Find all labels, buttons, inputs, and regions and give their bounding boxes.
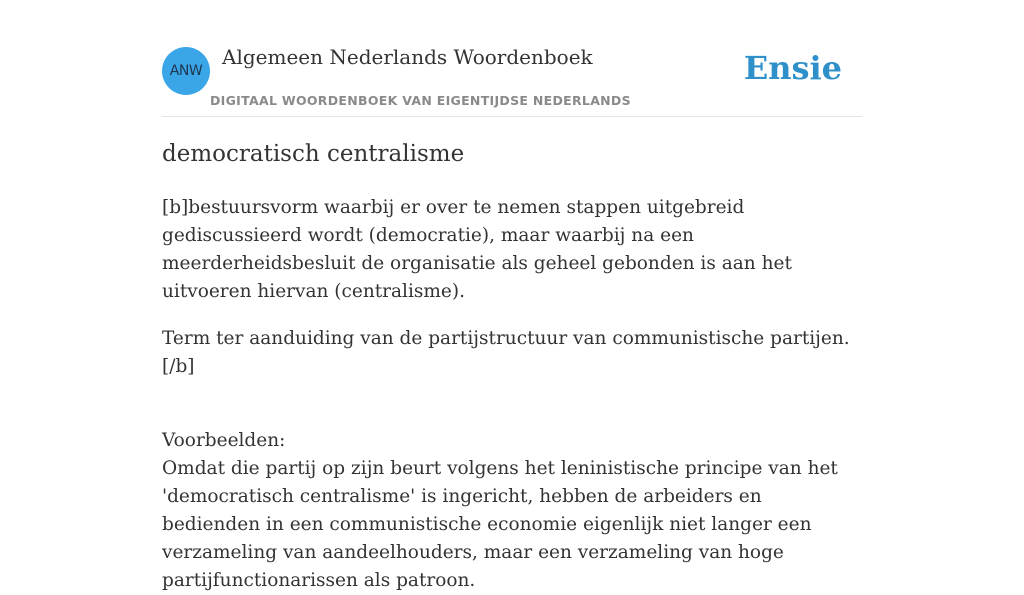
site-subtitle: DIGITAAL WOORDENBOEK VAN EIGENTIJDSE NEDERLANDS (210, 93, 631, 108)
site-header (162, 0, 862, 117)
entry-definition: [b]bestuursvorm waarbij er over te nemen stappen uitgebreid gediscussieerd wordt (democratie), maar waarbij na een meerderheidsbesluit de organisatie als geheel gebonden is aan het uitvoeren hiervan (centralisme). (162, 197, 792, 302)
example-text: Omdat die partij op zijn beurt volgens het leninistische principe van het 'democratisch centralisme' is ingericht, hebben de arbeiders en bedienden in een communistische economie eigenlijk niet langer een verzameling van aandeelhouders, maar een verzameling van hoge partijfunctionarissen als patroon. (162, 458, 838, 591)
entry-term: democratisch centralisme (162, 141, 465, 167)
examples-label: Voorbeelden: (162, 430, 286, 451)
entry-content (162, 138, 862, 595)
site-title[interactable]: Algemeen Nederlands Woordenboek (222, 45, 593, 69)
anw-logo[interactable]: ANW (162, 47, 210, 95)
ensie-brand-link[interactable]: Ensie (743, 49, 842, 87)
entry-note: Term ter aanduiding van de partijstructuur van communistische partijen.[/b] (162, 328, 850, 377)
